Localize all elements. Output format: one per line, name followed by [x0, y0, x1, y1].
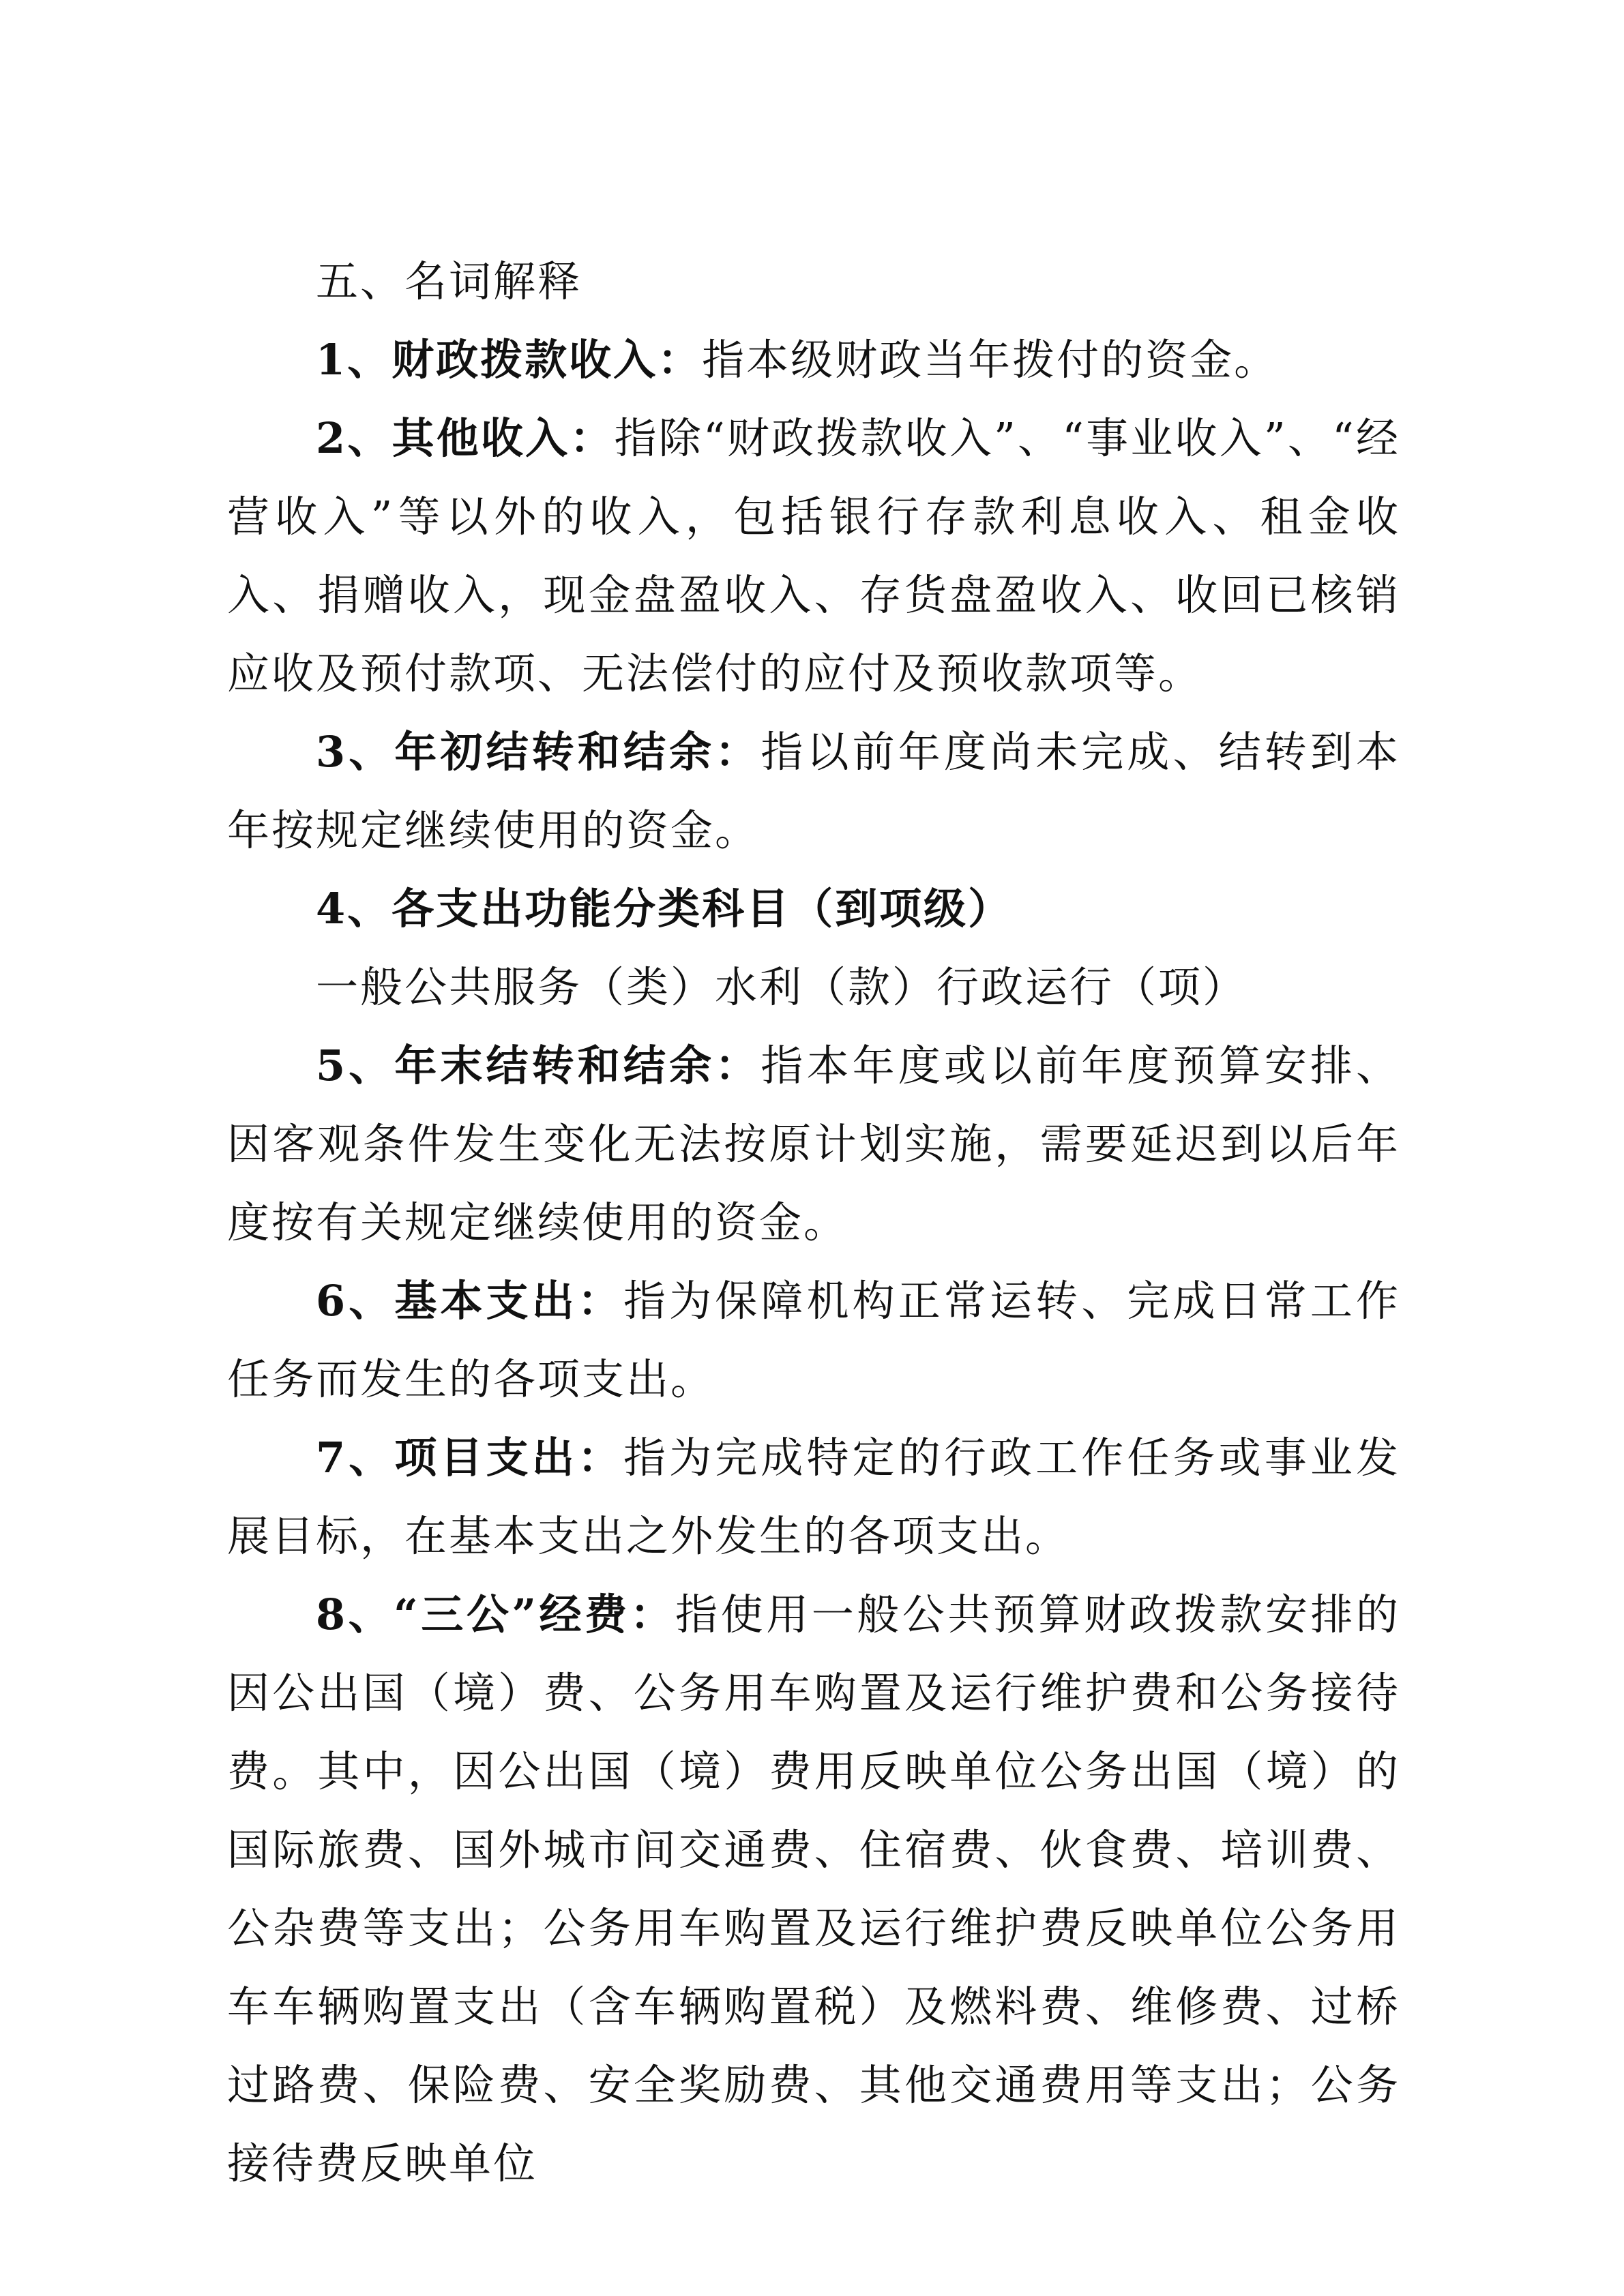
section-title [227, 242, 1400, 320]
section-title-text: 五、名词解释 [316, 256, 582, 306]
document-body [227, 242, 1400, 2203]
definition-text: 指本级财政当年拨付的资金。 [702, 335, 1279, 385]
definition-term: 7、项目支出： [316, 1433, 624, 1482]
definition-text: 指除“财政拨款收入”、“事业收入”、“经营收入”等以外的收入，包括银行存款利息收入、租金收入、捐赠收入，现金盘盈收入、存货盘盈收入、收回已核销应收及预付款项、无法偿付的应付及预收款项等。 [227, 413, 1401, 698]
definition-text: 指使用一般公共预算财政拨款安排的因公出国（境）费、公务用车购置及运行维护费和公务接待费。其中，因公出国（境）费用反映单位公务出国（境）的国际旅费、国外城市间交通费、住宿费、伙食费、培训费、公杂费等支出；公务用车购置及运行维护费反映单位公务用车车辆购置支出（含车辆购置税）及燃料费、维修费、过桥过路费、保险费、安全奖励费、其他交通费用等支出；公务接待费反映单位 [227, 1590, 1400, 2188]
definition-item-7 [227, 1418, 1400, 1575]
definition-item-4 [227, 869, 1400, 948]
definition-item-1 [227, 320, 1400, 399]
definition-item-4-detail [227, 948, 1400, 1026]
definition-term: 6、基本支出： [316, 1276, 624, 1326]
definition-term: 4、各支出功能分类科目（到项级） [316, 884, 1013, 934]
definition-item-6 [227, 1262, 1400, 1418]
definition-item-2 [227, 399, 1400, 713]
definition-text: 指为保障机构正常运转、完成日常工作任务而发生的各项支出。 [227, 1276, 1400, 1404]
definition-item-8 [227, 1575, 1400, 2203]
definition-term: 5、年末结转和结余： [316, 1041, 761, 1090]
definition-item-5 [227, 1026, 1400, 1262]
definition-term: 2、其他收入： [316, 413, 615, 463]
definition-term: 8、“三公”经费： [316, 1590, 676, 1639]
definition-term: 1、财政拨款收入： [316, 335, 703, 385]
definition-text: 一般公共服务（类）水利（款）行政运行（项） [316, 962, 1247, 1012]
definition-text: 指为完成特定的行政工作任务或事业发展目标，在基本支出之外发生的各项支出。 [227, 1433, 1400, 1561]
definition-term: 3、年初结转和结余： [316, 727, 761, 777]
definition-item-3 [227, 713, 1400, 869]
definition-text: 指本年度或以前年度预算安排、因客观条件发生变化无法按原计划实施，需要延迟到以后年度按有关规定继续使用的资金。 [227, 1041, 1400, 1247]
definition-text: 指以前年度尚未完成、结转到本年按规定继续使用的资金。 [227, 727, 1400, 855]
